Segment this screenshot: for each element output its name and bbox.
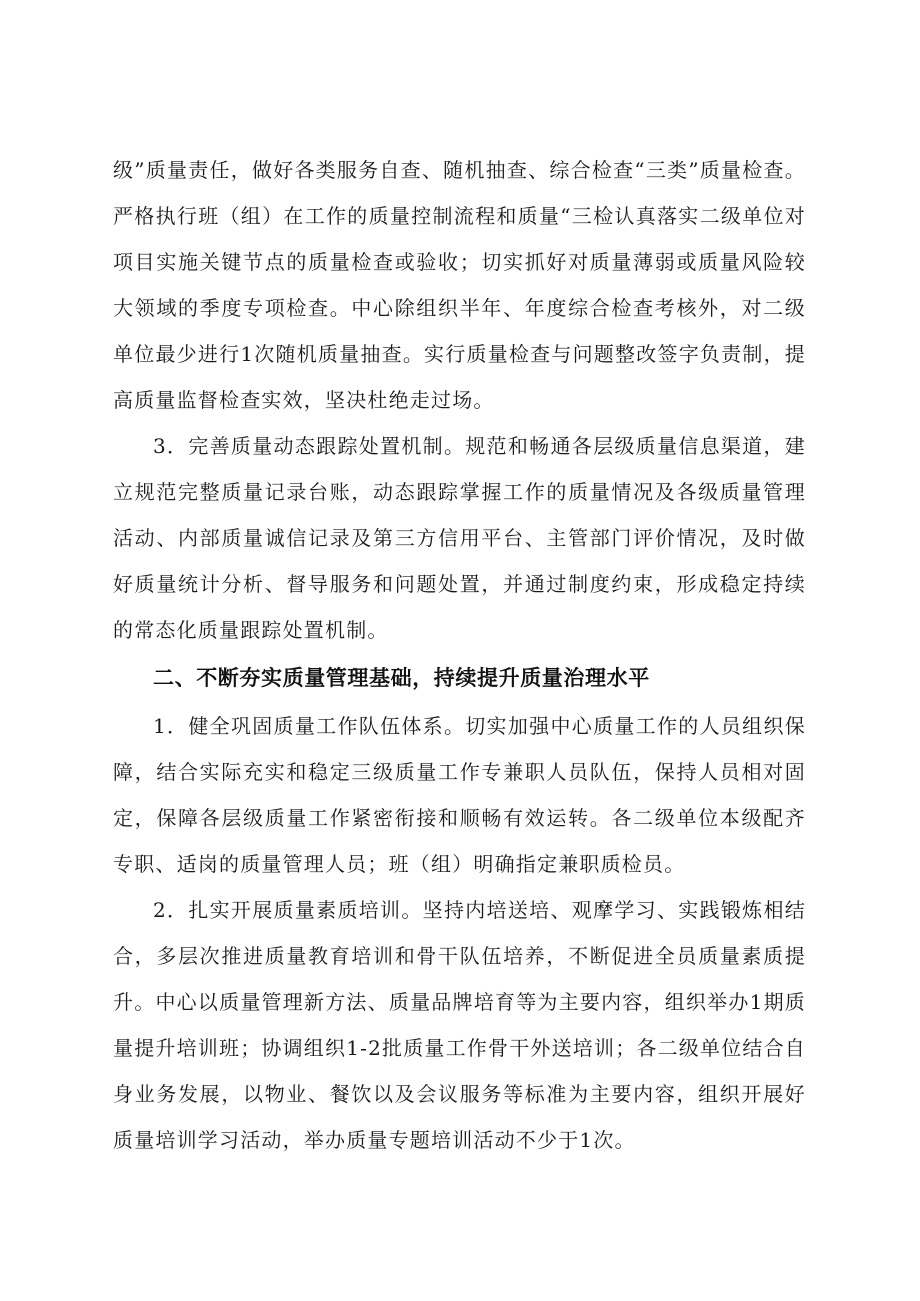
paragraph-item-1-team-system: 1．健全巩固质量工作队伍体系。切实加强中心质量工作的人员组织保障，结合实际充实和稳定三级质量工作专兼职人员队伍，保持人员相对固定，保障各层级质量工作紧密衔接和顺畅有效运转。各二级单位本级配齐专职、适岗的质量管理人员；班（组）明确指定兼职质检员。: [113, 714, 806, 876]
document-body: [113, 147, 806, 1163]
paragraph-item-2-training: 2．扎实开展质量素质培训。坚持内培送培、观摩学习、实践锻炼相结合，多层次推进质量教育培训和骨干队伍培养，不断促进全员质量素质提升。中心以质量管理新方法、质量品牌培育等为主要内容，组织举办1期质量提升培训班；协调组织1-2批质量工作骨干外送培训；各二级单位结合自身业务发展，以物业、餐饮以及会议服务等标准为主要内容，组织开展好质量培训学习活动，举办质量专题培训活动不少于1次。: [113, 898, 807, 1152]
section-heading-2: 二、不断夯实质量管理基础，持续提升质量治理水平: [153, 666, 650, 690]
paragraph-item-3-tracking-mechanism: 3．完善质量动态跟踪处置机制。规范和畅通各层级质量信息渠道，建立规范完整质量记录台账，动态跟踪掌握工作的质量情况及各级质量管理活动、内部质量诚信记录及第三方信用平台、主管部门评价情况，及时做好质量统计分析、督导服务和问题处置，并通过制度约束，形成稳定持续的常态化质量跟踪处置机制。: [113, 434, 806, 642]
paragraph-quality-inspection-continued: 级”质量责任，做好各类服务自查、随机抽查、综合检查“三类”质量检查。严格执行班（组）在工作的质量控制流程和质量“三检认真落实二级单位对项目实施关键节点的质量检查或验收；切实抓好对质量薄弱或质量风险较大领域的季度专项检查。中心除组织半年、年度综合检查考核外，对二级单位最少进行1次随机质量抽查。实行质量检查与问题整改签字负责制，提高质量监督检查实效，坚决杜绝走过场。: [113, 158, 806, 412]
